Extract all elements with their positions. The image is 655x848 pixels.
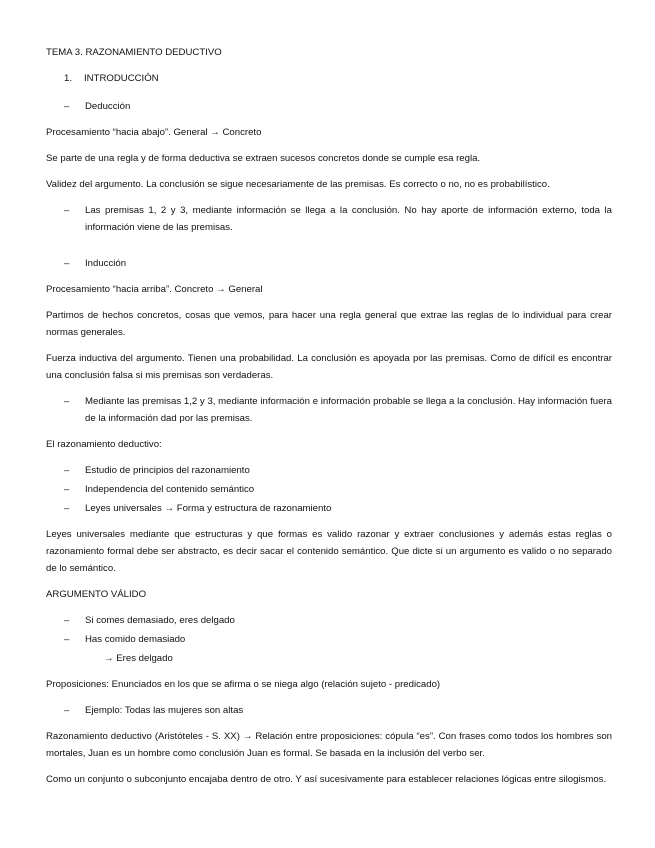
dash-marker: – [64, 503, 70, 514]
section-heading-introduccion [46, 72, 612, 86]
heading-deduccion-label: Deducción [85, 101, 131, 112]
list-item-text: Si comes demasiado, eres delgado [85, 615, 235, 626]
list-item-text: Leyes universales → Forma y estructura de razonamiento [85, 503, 332, 514]
induccion-bullet [46, 393, 612, 427]
argumento-example-text: Ejemplo: Todas las mujeres son altas [85, 705, 244, 716]
list-item-text: Has comido demasiado [85, 634, 186, 645]
argumento-p1: Proposiciones: Enunciados en los que se afirma o se niega algo (relación sujeto - predicado) [46, 679, 441, 690]
dash-marker: – [64, 465, 70, 476]
deduccion-p2: Se parte de una regla y de forma deductiva se extraen sucesos concretos donde se cumple esa regla. [46, 153, 481, 164]
dash-marker: – [64, 705, 70, 716]
deduccion-bullet [46, 202, 612, 236]
document-page [46, 46, 612, 797]
dash-marker: – [64, 101, 70, 112]
list-item-text: Independencia del contenido semántico [85, 484, 255, 495]
deduccion-p1: Procesamiento “hacia abajo”. General → Concreto [46, 127, 262, 138]
argumento-heading: ARGUMENTO VÁLIDO [46, 589, 147, 600]
list-item [46, 612, 612, 629]
razonamiento-p1: Leyes universales mediante que estructuras y que formas es valido razonar y extraer conclusiones y además estas reglas o razonamiento formal debe ser abstracto, es decir sacar el contenido semántico. Que dicte si un argumento es valido o no separado de lo semántico. [46, 529, 612, 574]
heading-induccion-label: Inducción [85, 258, 127, 269]
dash-marker: – [64, 258, 70, 269]
heading-deduccion [46, 98, 612, 115]
argumento-list [46, 612, 612, 648]
deduccion-bullet-text: Las premisas 1, 2 y 3, mediante información se llega a la conclusión. No hay aporte de información externo, toda la información viene de las premisas. [85, 205, 612, 233]
dash-marker: – [64, 396, 70, 407]
dash-marker: – [64, 634, 70, 645]
list-item [46, 481, 612, 498]
section-label: INTRODUCCIÓN [84, 73, 159, 84]
dash-marker: – [64, 615, 70, 626]
razonamiento-list [46, 462, 612, 517]
argumento-conclusion: → Eres delgado [104, 653, 173, 664]
list-item-text: Estudio de principios del razonamiento [85, 465, 250, 476]
list-item [46, 462, 612, 479]
list-item [46, 500, 612, 517]
section-number: 1. [64, 73, 73, 84]
spacer [46, 245, 612, 255]
induccion-bullet-text: Mediante las premisas 1,2 y 3, mediante información e información probable se llega a la conclusión. Hay información fuera de la información dad por las premisas. [85, 396, 612, 424]
heading-induccion [46, 255, 612, 272]
argumento-example [46, 702, 612, 719]
dash-marker: – [64, 484, 70, 495]
argumento-p3: Como un conjunto o subconjunto encajaba dentro de otro. Y así sucesivamente para establecer relaciones lógicas entre silogismos. [46, 774, 607, 785]
razonamiento-heading: El razonamiento deductivo: [46, 439, 162, 450]
induccion-p3: Fuerza inductiva del argumento. Tienen una probabilidad. La conclusión es apoyada por las premisas. Como de difícil es encontrar una conclusión falsa si mis premisas son verdaderas. [46, 353, 612, 381]
document-title: TEMA 3. RAZONAMIENTO DEDUCTIVO [46, 47, 222, 58]
argumento-p2: Razonamiento deductivo (Aristóteles - S. XX) → Relación entre proposiciones: cópula “es”. Con frases como todos los hombres son mortales, Juan es un hombre como conclusión Juan es formal. Se basada en la inclusión del verbo ser. [46, 731, 612, 759]
induccion-p2: Partimos de hechos concretos, cosas que vemos, para hacer una regla general que extrae las reglas de lo individual para crear normas generales. [46, 310, 612, 338]
list-item [46, 631, 612, 648]
deduccion-p3: Validez del argumento. La conclusión se sigue necesariamente de las premisas. Es correcto o no, no es probabilístico. [46, 179, 550, 190]
induccion-p1: Procesamiento “hacia arriba”. Concreto → General [46, 284, 263, 295]
dash-marker: – [64, 205, 70, 216]
